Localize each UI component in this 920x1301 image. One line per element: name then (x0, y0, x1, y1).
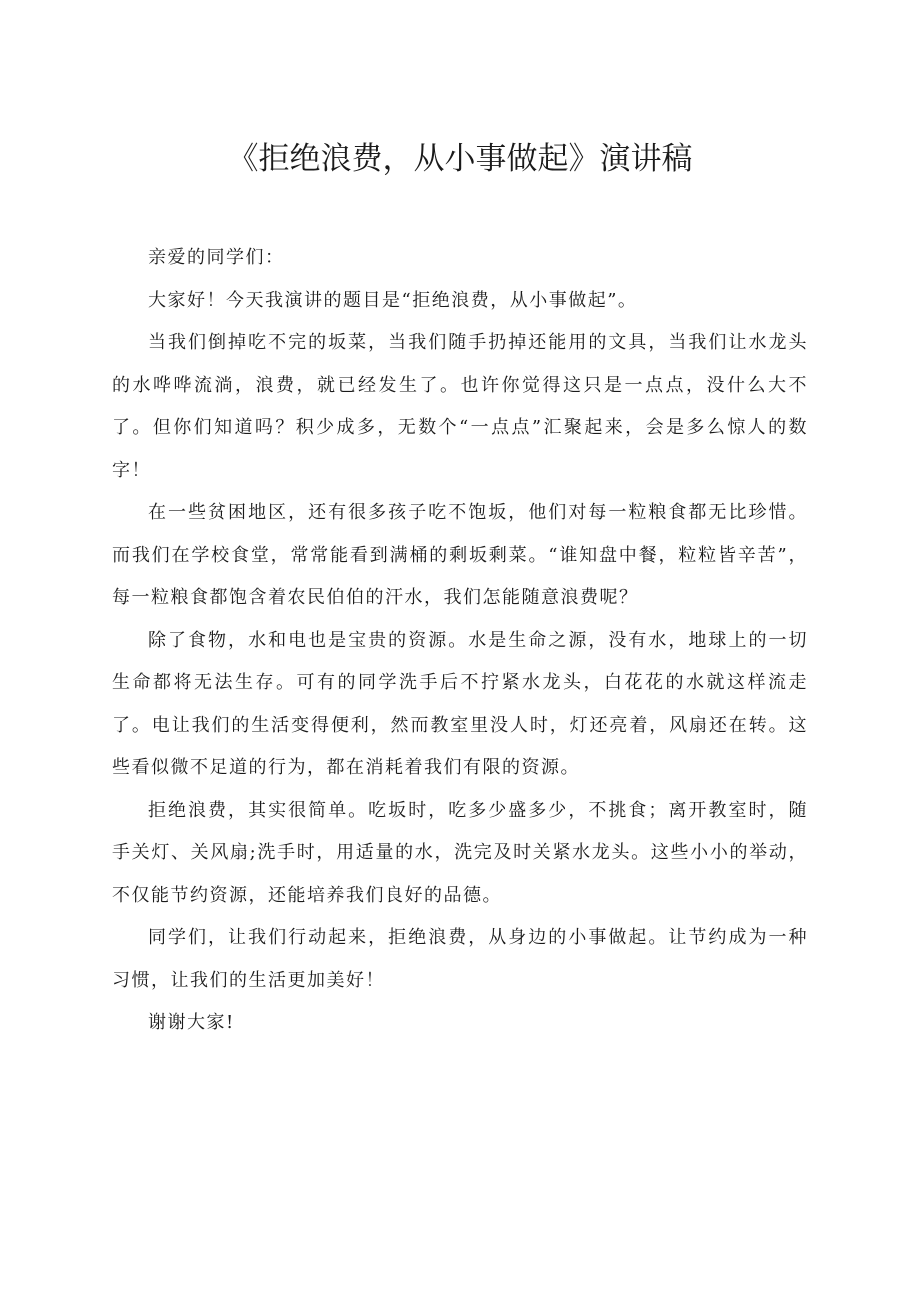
paragraph-call-to-action: 同学们，让我们行动起来，拒绝浪费，从身边的小事做起。让节约成为一种习惯，让我们的生活更加美好！ (112, 927, 808, 991)
paragraph-waste-examples: 当我们倒掉吃不完的坂菜，当我们随手扔掉还能用的文具，当我们让水龙头的水哗哗流淌，浪费，就已经发生了。也许你觉得这只是一点点，没什么大不了。但你们知道吗？积少成多，无数个“一点点”汇聚起来，会是多么惊人的数字！ (112, 332, 808, 481)
document-title: 《拒绝浪费，从小事做起》演讲稿 (227, 141, 693, 177)
paragraph-thanks: 谢谢大家! (148, 1012, 235, 1033)
paragraph-greeting: 亲爱的同学们： (148, 247, 285, 268)
paragraph-how-to: 拒绝浪费，其实很简单。吃坂时，吃多少盛多少，不挑食；离开教室时，随手关灯、关风扇;洗手时，用适量的水，洗完及时关紧水龙头。这些小小的举动，不仅能节约资源，还能培养我们良好的品德。 (112, 799, 808, 906)
speech-body (112, 237, 808, 1045)
paragraph-food: 在一些贫困地区，还有很多孩子吃不饱坂，他们对每一粒粮食都无比珍惜。而我们在学校食堂，常常能看到满桶的剩坂剩菜。“谁知盘中餐，粒粒皆辛苦”，每一粒粮食都饱含着农民伯伯的汗水，我们怎能随意浪费呢？ (112, 502, 808, 608)
paragraph-water-electricity: 除了食物，水和电也是宝贵的资源。水是生命之源，没有水，地球上的一切生命都将无法生存。可有的同学洗手后不拧紧水龙头，白花花的水就这样流走了。电让我们的生活变得便利，然而教室里没人时，灯还亮着，风扇还在转。这些看似微不足道的行为，都在消耗着我们有限的资源。 (112, 629, 808, 778)
paragraph-intro: 大家好！今天我演讲的题目是“拒绝浪费，从小事做起”。 (148, 289, 638, 311)
